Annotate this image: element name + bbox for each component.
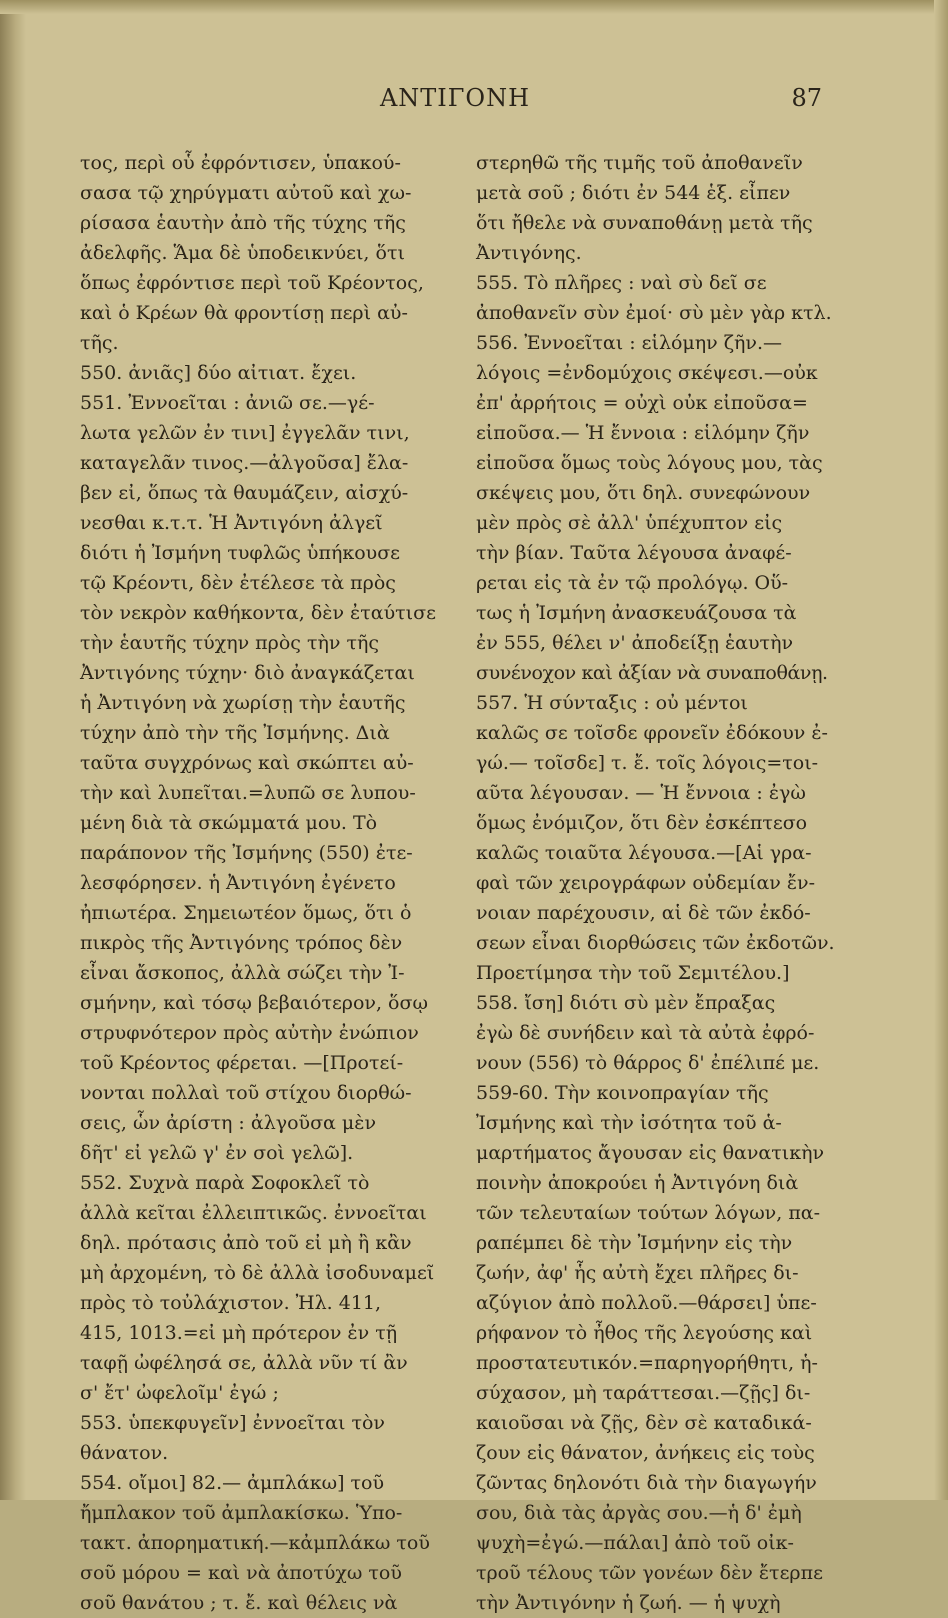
text-line: 415, 1013.=εἰ μὴ πρότερον ἐν τῇ <box>80 1322 398 1344</box>
text-line: εἶναι ἄσκοπος, ἀλλὰ σώζει τὴν Ἰ- <box>80 962 405 984</box>
text-line: σκέψεις μου, ὅτι δηλ. συνεφώνουν <box>476 482 811 504</box>
text-line: σοῦ θανάτου ; τ. ἔ. καὶ θέλεις νὰ <box>80 1592 398 1614</box>
text-line: ψυχὴ=ἐγώ.—πάλαι] ἀπὸ τοῦ οἰκ- <box>476 1532 794 1554</box>
page-header <box>80 84 830 124</box>
text-line: Ἰσμήνης καὶ τὴν ἰσότητα τοῦ ἁ- <box>476 1112 782 1134</box>
text-line: καιοῦσαι νὰ ζῇς, δὲν σὲ καταδικά- <box>476 1412 812 1434</box>
text-line: λωτα γελῶν ἐν τινι] ἐγγελᾶν τινι, <box>80 422 410 444</box>
page-binding-shadow <box>0 0 26 1500</box>
page-right-edge <box>934 0 948 1500</box>
text-line: καλῶς σε τοῖσδε φρονεῖν ἐδόκουν ἐ- <box>476 722 828 744</box>
text-line: ποινὴν ἀποκρούει ἡ Ἀντιγόνη διὰ <box>476 1172 799 1194</box>
text-line: Προετίμησα τὴν τοῦ Σεμιτέλου.] <box>476 962 790 984</box>
text-line: σεις, ὧν ἀρίστη : ἀλγοῦσα μὲν <box>80 1112 377 1134</box>
text-line: εἰποῦσα.— Ἡ ἔννοια : εἱλόμην ζῆν <box>476 422 810 444</box>
text-line: δηλ. πρότασις ἀπὸ τοῦ εἰ μὴ ἢ κἂν <box>80 1232 412 1254</box>
text-line: μένη διὰ τὰ σκώμματά μου. Τὸ <box>80 812 378 834</box>
text-line: ταφῇ ὠφέλησά σε, ἀλλὰ νῦν τί ἂν <box>80 1352 408 1374</box>
text-line: ζουν εἰς θάνατον, ἀνήκεις εἰς τοὺς <box>476 1442 815 1464</box>
text-line: τὴν καὶ λυπεῖται.=λυπῶ σε λυπου- <box>80 782 416 804</box>
text-line: αῦτα λέγουσαν. — Ἡ ἔννοια : ἐγὼ <box>476 782 806 804</box>
text-line: σοῦ μόρου = καὶ νὰ ἀποτύχω τοῦ <box>80 1562 402 1584</box>
text-line: ρήφανον τὸ ἦθος τῆς λεγούσης καὶ <box>476 1322 813 1344</box>
text-line: τὴν ἑαυτῆς τύχην πρὸς τὴν τῆς <box>80 632 379 654</box>
text-line: ὅπως ἐφρόντισε περὶ τοῦ Κρέοντος, <box>80 272 424 294</box>
page-top-edge <box>0 0 948 14</box>
text-line: καὶ ὁ Κρέων θὰ φροντίσῃ περὶ αὐ- <box>80 302 408 324</box>
text-line: 557. Ἡ σύνταξις : οὐ μέντοι <box>476 692 748 714</box>
text-line: ἀδελφῆς. Ἅμα δὲ ὑποδεικνύει, ὅτι <box>80 242 405 264</box>
text-line: ζωήν, ἀφ' ἧς αὐτὴ ἔχει πλῆρες δι- <box>476 1262 799 1284</box>
text-line: τὸν νεκρὸν καθήκοντα, δὲν ἐταύτισε <box>80 602 436 624</box>
text-line: γώ.— τοῖσδε] τ. ἔ. τοῖς λόγοις=τοι- <box>476 752 819 774</box>
text-line: στερηθῶ τῆς τιμῆς τοῦ ἀποθανεῖν <box>476 152 803 174</box>
text-line: μετὰ σοῦ ; διότι ἐν 544 ἑξ. εἶπεν <box>476 182 791 204</box>
text-line: καλῶς τοιαῦτα λέγουσα.—[Αἱ γρα- <box>476 842 812 864</box>
text-line: μὴ ἀρχομένη, τὸ δὲ ἀλλὰ ἰσοδυναμεῖ <box>80 1262 435 1284</box>
text-line: ζῶντας δηλονότι διὰ τὴν διαγωγήν <box>476 1472 817 1494</box>
text-line: σασα τῷ χηρύγματι αὐτοῦ καὶ χω- <box>80 182 412 204</box>
text-line: 558. ἴση] διότι σὺ μὲν ἔπραξας <box>476 992 776 1014</box>
text-line: 551. Ἐννοεῖται : ἀνιῶ σε.—γέ- <box>80 392 375 414</box>
text-line: ρεται εἰς τὰ ἐν τῷ προλόγῳ. Οὕ- <box>476 572 789 594</box>
running-title: ΑΝΤΙΓΟΝΗ <box>379 84 531 112</box>
text-line: βεν εἰ, ὅπως τὰ θαυμάζειν, αἰσχύ- <box>80 482 409 504</box>
text-line: μὲν πρὸς σὲ ἀλλ' ὑπέχυπτον εἰς <box>476 512 783 534</box>
text-line: πικρὸς τῆς Ἀντιγόνης τρόπος δὲν <box>80 932 403 954</box>
text-line: ραπέμπει δὲ τὴν Ἰσμήνην εἰς τὴν <box>476 1232 793 1254</box>
text-line: ταῦτα συγχρόνως καὶ σκώπτει αὐ- <box>80 752 414 774</box>
text-line: τροῦ τέλους τῶν γονέων δὲν ἔτερπε <box>476 1562 823 1584</box>
text-line: εἰποῦσα ὅμως τοὺς λόγους μου, τὰς <box>476 452 823 474</box>
text-line: σ' ἔτ' ὠφελοῖμ' ἐγώ ; <box>80 1382 279 1404</box>
text-line: λεσφόρησεν. ἡ Ἀντιγόνη ἐγένετο <box>80 872 396 894</box>
text-line: αζύγιον ἀπὸ πολλοῦ.—θάρσει] ὑπε- <box>476 1292 817 1314</box>
text-line: προστατευτικόν.=παρηγορήθητι, ἡ- <box>476 1352 818 1374</box>
text-line: 553. ὑπεκφυγεῖν] ἐννοεῖται τὸν <box>80 1412 385 1434</box>
text-line: ἤμπλακον τοῦ ἀμπλακίσκω. Ὑπο- <box>80 1502 403 1524</box>
left-text-column <box>80 148 442 1618</box>
text-line: τῶν τελευταίων τούτων λόγων, πα- <box>476 1202 821 1224</box>
text-line: ἠπιωτέρα. Σημειωτέον ὅμως, ὅτι ὁ <box>80 902 412 924</box>
text-line: πρὸς τὸ τοὐλάχιστον. Ἠλ. 411, <box>80 1292 382 1314</box>
text-line: διότι ἡ Ἰσμήνη τυφλῶς ὑπήκουσε <box>80 542 401 564</box>
text-line: νοιαν παρέχουσιν, αἱ δὲ τῶν ἐκδό- <box>476 902 811 924</box>
text-line: νουν (556) τὸ θάρρος δ' ἐπέλιπέ με. <box>476 1052 820 1074</box>
text-line: σεων εἶναι διορθώσεις τῶν ἐκδοτῶν. <box>476 932 835 954</box>
text-line: ὅτι ἤθελε νὰ συναποθάνῃ μετὰ τῆς <box>476 212 813 234</box>
text-line: 555. Τὸ πλῆρες : ναὶ σὺ δεῖ σε <box>476 272 767 294</box>
text-line: τὴν βίαν. Ταῦτα λέγουσα ἀναφέ- <box>476 542 792 564</box>
text-line: 552. Συχνὰ παρὰ Σοφοκλεῖ τὸ <box>80 1172 370 1194</box>
text-line: ἐπ' ἀρρήτοις = οὐχὶ οὐκ εἰποῦσα= <box>476 392 808 414</box>
text-line: ἀποθανεῖν σὺν ἐμοί· σὺ μὲν γὰρ κτλ. <box>476 302 832 324</box>
text-line: 554. οἴμοι] 82.— ἀμπλάκω] τοῦ <box>80 1472 385 1494</box>
text-line: νονται πολλαὶ τοῦ στίχου διορθώ- <box>80 1082 412 1104</box>
text-line: τοῦ Κρέοντος φέρεται. —[Προτεί- <box>80 1052 404 1074</box>
text-line: τος, περὶ οὗ ἐφρόντισεν, ὑπακού- <box>80 152 401 174</box>
text-line: τύχην ἀπὸ τὴν τῆς Ἰσμήνης. Διὰ <box>80 722 390 744</box>
text-line: τῆς. <box>80 332 119 354</box>
text-line: στρυφνότερον πρὸς αὐτὴν ἐνώπιον <box>80 1022 419 1044</box>
text-line: σύχασον, μὴ ταράττεσαι.—ζῇς] δι- <box>476 1382 811 1404</box>
text-line: συνένοχον καὶ ἀξίαν νὰ συναποθάνῃ. <box>476 662 828 684</box>
text-line: ἐγὼ δὲ συνήδειν καὶ τὰ αὐτὰ ἐφρό- <box>476 1022 815 1044</box>
text-line: παράπονον τῆς Ἰσμήνης (550) ἐτε- <box>80 842 413 864</box>
text-line: τως ἡ Ἰσμήνη ἀνασκευάζουσα τὰ <box>476 602 797 624</box>
text-line: τακτ. ἀπορηματική.—κἀμπλάκω τοῦ <box>80 1532 430 1554</box>
right-text-column <box>476 148 836 1618</box>
text-line: θάνατον. <box>80 1442 169 1464</box>
text-line: ἀλλὰ κεῖται ἐλλειπτικῶς. ἐννοεῖται <box>80 1202 427 1224</box>
text-line: Ἀντιγόνης τύχην· διὸ ἀναγκάζεται <box>80 662 415 684</box>
text-line: νεσθαι κ.τ.τ. Ἡ Ἀντιγόνη ἀλγεῖ <box>80 512 383 534</box>
text-line: ἡ Ἀντιγόνη νὰ χωρίσῃ τὴν ἑαυτῆς <box>80 692 406 714</box>
text-line: 550. ἀνιᾶς] δύο αἰτιατ. ἔχει. <box>80 362 357 384</box>
text-line: λόγοις =ἐνδομύχοις σκέψεσι.—οὐκ <box>476 362 818 384</box>
text-line: μαρτήματος ἄγουσαν εἰς θανατικὴν <box>476 1142 825 1164</box>
text-line: καταγελᾶν τινος.—ἀλγοῦσα] ἔλα- <box>80 452 409 474</box>
text-line: Ἀντιγόνης. <box>476 242 582 264</box>
text-line: 559-60. Τὴν κοινοπραγίαν τῆς <box>476 1082 769 1104</box>
text-line: 556. Ἐννοεῖται : εἱλόμην ζῆν.— <box>476 332 783 354</box>
text-line: σου, διὰ τὰς ἀργὰς σου.—ἡ δ' ἐμὴ <box>476 1502 802 1524</box>
text-line: σμήνην, καὶ τόσῳ βεβαιότερον, ὅσῳ <box>80 992 428 1014</box>
text-line: τῷ Κρέοντι, δὲν ἐτέλεσε τὰ πρὸς <box>80 572 396 594</box>
text-line: ἐν 555, θέλει ν' ἀποδείξῃ ἑαυτὴν <box>476 632 793 654</box>
text-line: δῆτ' εἰ γελῶ γ' ἐν σοὶ γελῶ]. <box>80 1142 354 1164</box>
page-number: 87 <box>791 84 822 112</box>
text-line: τὴν Ἀντιγόνην ἡ ζωή. — ἡ ψυχὴ <box>476 1592 781 1614</box>
text-line: φαὶ τῶν χειρογράφων οὐδεμίαν ἔν- <box>476 872 816 894</box>
text-line: ρίσασα ἑαυτὴν ἀπὸ τῆς τύχης τῆς <box>80 212 406 234</box>
text-line: ὅμως ἐνόμιζον, ὅτι δὲν ἐσκέπτεσο <box>476 812 808 834</box>
